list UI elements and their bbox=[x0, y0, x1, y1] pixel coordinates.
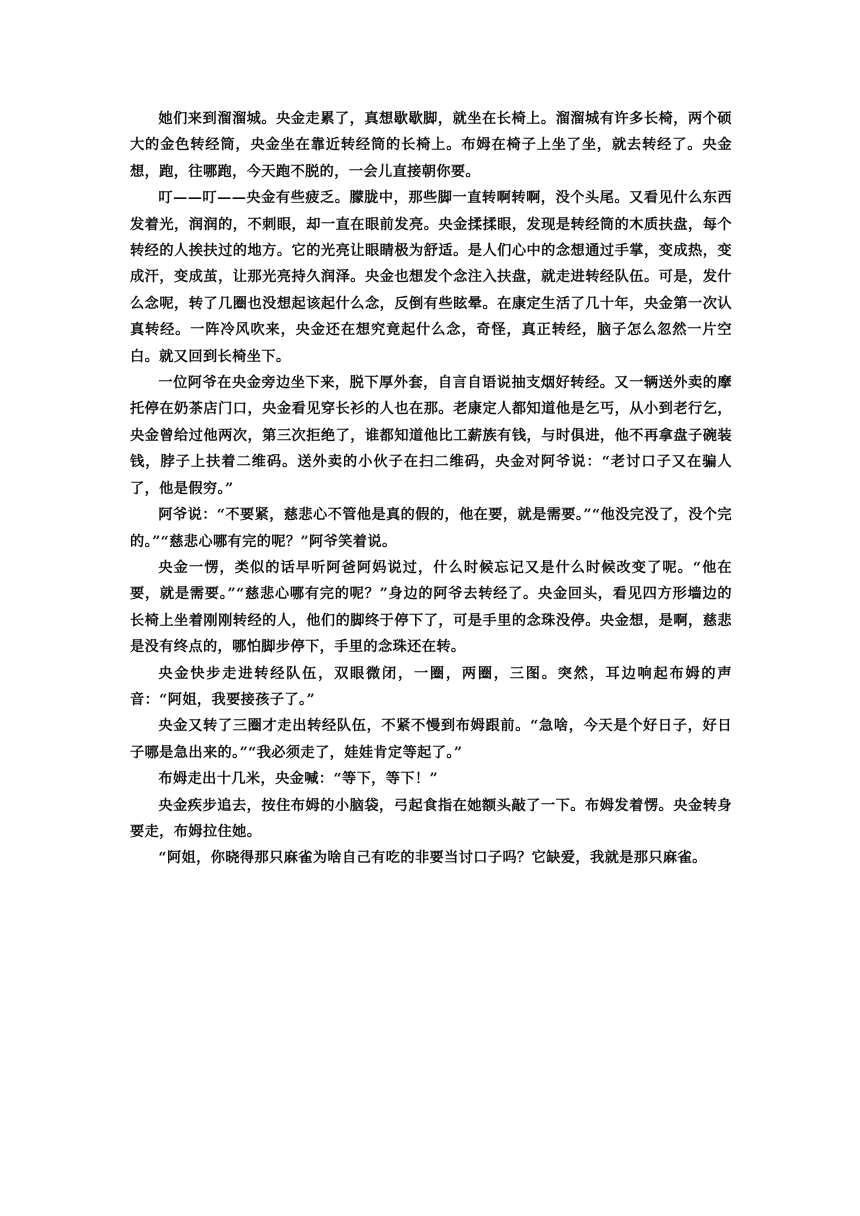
paragraph-8: 布姆走出十几米，央金喊：“等下，等下！” bbox=[158, 771, 439, 788]
paragraph-6: 央金快步走进转经队伍，双眼微闭，一圈，两圈，三图。突然，耳边响起布姆的声音：“阿姐，我要接孩子了。” bbox=[130, 665, 732, 708]
paragraph-1: 她们来到溜溜城。央金走累了，真想歇歇脚，就坐在长椅上。溜溜城有许多长椅，两个硕大的金色转经筒，央金坐在靠近转经筒的长椅上。布姆在椅子上坐了坐，就去转经了。央金想，跑，往哪跑，今天跑不脱的，一会儿直接朝你要。 bbox=[130, 111, 732, 180]
paragraph-7: 央金又转了三圈才走出转经队伍，不紧不慢到布姆跟前。“急啥，今天是个好日子，好日子哪是急出来的。”“我必须走了，娃娃肯定等起了。” bbox=[130, 718, 732, 761]
paragraph-2: 叮——叮——央金有些疲乏。朦胧中，那些脚一直转啊转啊，没个头尾。又看见什么东西发着光，润润的，不刺眼，却一直在眼前发亮。央金揉揉眼，发现是转经筒的木质扶盘，每个转经的人挨扶过的地方。它的光亮让眼睛极为舒适。是人们心中的念想通过手掌，变成热，变成汗，变成茧，让那光亮持久润泽。央金也想发个念注入扶盘，就走进转经队伍。可是，发什么念呢，转了几圈也没想起该起什么念，反倒有些眩晕。在康定生活了几十年，央金第一次认真转经。一阵冷风吹来，央金还在想究竟起什么念，奇怪，真正转经，脑子怎么忽然一片空白。就又回到长椅坐下。 bbox=[130, 190, 732, 365]
article-body bbox=[130, 106, 732, 872]
paragraph-3: 一位阿爷在央金旁边坐下来，脱下厚外套，自言自语说抽支烟好转经。又一辆送外卖的摩托停在奶茶店门口，央金看见穿长衫的人也在那。老康定人都知道他是乞丐，从小到老行乞，央金曾给过他两次，第三次拒绝了，谁都知道他比工薪族有钱，与时俱进，他不再拿盘子碗装钱，脖子上扶着二维码。送外卖的小伙子在扫二维码，央金对阿爷说：“老讨口子又在骗人了，他是假穷。” bbox=[130, 375, 732, 497]
paragraph-4: 阿爷说：“不要紧，慈悲心不管他是真的假的，他在要，就是需要。”“他没完没了，没个完的。”“慈悲心哪有完的呢？”阿爷笑着说。 bbox=[130, 507, 732, 550]
paragraph-10: “阿姐，你晓得那只麻雀为啥自己有吃的非要当讨口子吗？它缺爱，我就是那只麻雀。 bbox=[158, 850, 707, 867]
paragraph-5: 央金一愣，类似的话早听阿爸阿妈说过，什么时候忘记又是什么时候改变了呢。“他在要，就是需要。”“慈悲心哪有完的呢？”身边的阿爷去转经了。央金回头，看见四方形墙边的长椅上坐着刚刚转经的人，他们的脚终于停下了，可是手里的念珠没停。央金想，是啊，慈悲是没有终点的，哪怕脚步停下，手里的念珠还在转。 bbox=[130, 559, 732, 656]
paragraph-9: 央金疾步追去，按住布姆的小脑袋，弓起食指在她额头敲了一下。布姆发着愣。央金转身要走，布姆拉住她。 bbox=[130, 797, 732, 840]
